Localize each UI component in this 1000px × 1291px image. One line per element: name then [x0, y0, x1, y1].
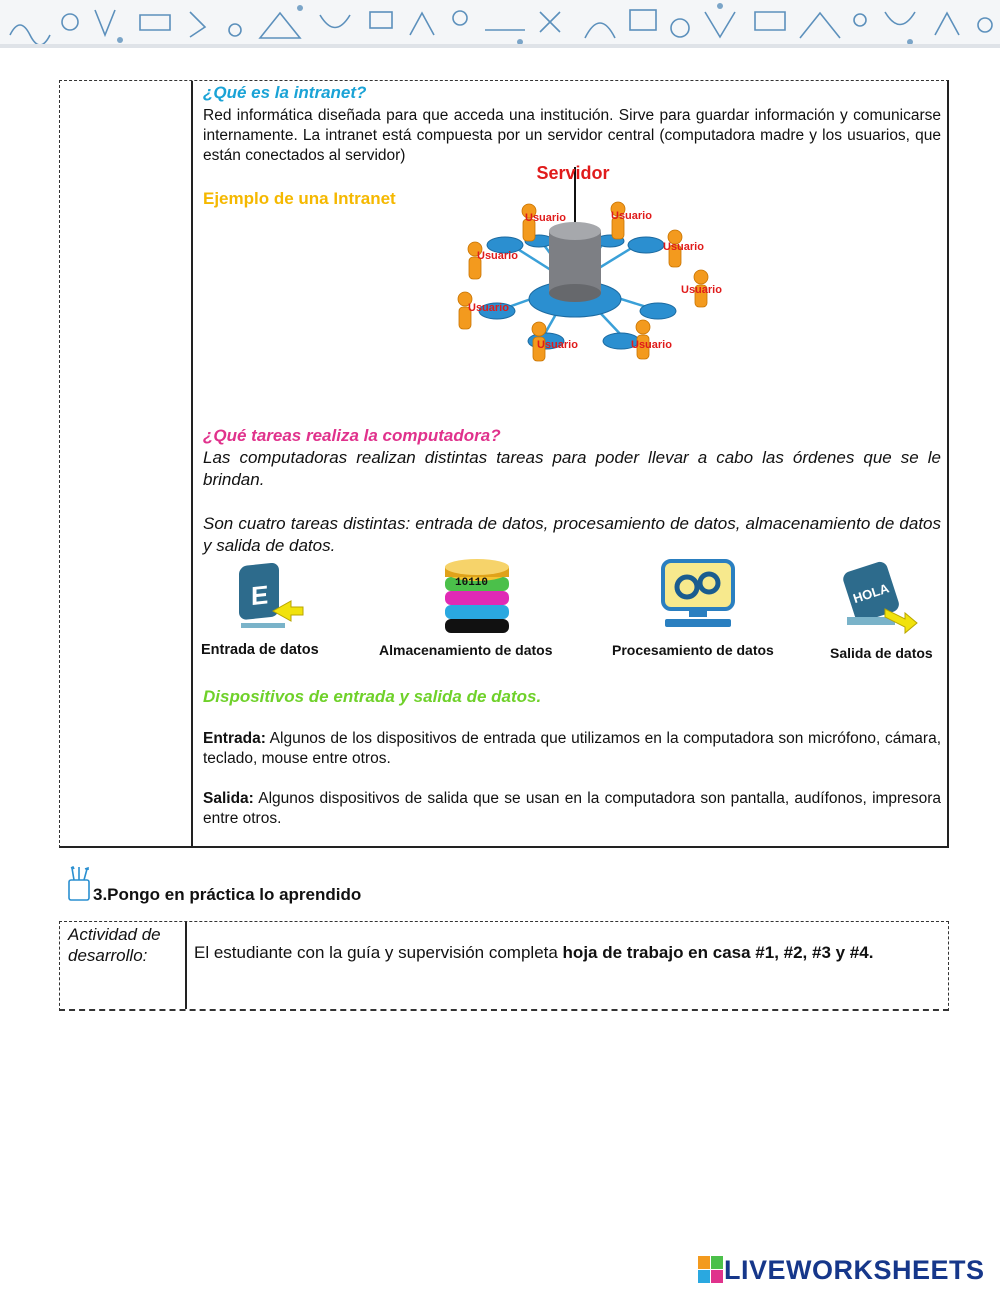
- activity-text: El estudiante con la guía y supervisión completa: [194, 943, 563, 962]
- salida-text: Algunos dispositivos de salida que se usan en la computadora son pantalla, audífonos, impresora entre otros.: [203, 790, 941, 827]
- almacenamiento-icon: [441, 557, 513, 639]
- salida-word: HOLA: [851, 580, 891, 607]
- task-label: Salida de datos: [830, 645, 933, 661]
- user-label: Usuario: [611, 210, 652, 222]
- tareas-text-1: Las computadoras realizan distintas tareas para poder llevar a cabo las órdenes que se le brindan.: [203, 448, 941, 489]
- user-label: Usuario: [525, 212, 566, 224]
- content-table: [59, 80, 949, 848]
- section-title: 3.Pongo en práctica lo aprendido: [93, 885, 362, 904]
- tareas-heading: ¿Qué tareas realiza la computadora?: [203, 426, 501, 445]
- doodle-pattern: [0, 0, 1000, 48]
- procesamiento-icon: [659, 557, 737, 637]
- intranet-diagram: [443, 159, 723, 389]
- entrada-letter: E: [251, 579, 269, 612]
- salida-paragraph: [203, 789, 941, 829]
- activity-label: Actividad de desarrollo:: [60, 922, 187, 1009]
- salida-label: Salida:: [203, 790, 254, 807]
- header-banner: [0, 0, 1000, 48]
- tareas-text-2: Son cuatro tareas distintas: entrada de datos, procesamiento de datos, almacenamiento de datos y salida de datos.: [203, 514, 941, 555]
- task-label: Almacenamiento de datos: [379, 642, 553, 658]
- activity-bold-text: hoja de trabajo en casa #1, #2, #3 y #4.: [562, 943, 874, 962]
- entrada-text: Algunos de los dispositivos de entrada que utilizamos en la computadora son micrófono, cámara, teclado, mouse entre otros.: [203, 730, 941, 767]
- server-label: Servidor: [536, 163, 610, 183]
- dispositivos-heading: Dispositivos de entrada y salida de datos.: [203, 687, 542, 706]
- logo-text: LIVEWORKSHEETS: [724, 1254, 985, 1285]
- task-label: Procesamiento de datos: [612, 642, 774, 658]
- network-illustration: [443, 159, 723, 389]
- user-label: Usuario: [631, 339, 672, 351]
- intranet-heading: ¿Qué es la intranet?: [203, 83, 367, 102]
- activity-table: [59, 921, 949, 1011]
- user-label: Usuario: [468, 302, 509, 314]
- intranet-example-heading: Ejemplo de una Intranet: [203, 189, 396, 208]
- entrada-paragraph: [203, 729, 941, 769]
- pencil-cup-icon: [66, 866, 94, 902]
- table-left-column: [60, 81, 193, 846]
- user-label: Usuario: [681, 284, 722, 296]
- entrada-icon: [233, 563, 305, 635]
- activity-description: [194, 942, 940, 964]
- user-label: Usuario: [477, 250, 518, 262]
- task-label: Entrada de datos: [201, 642, 319, 658]
- logo-badge-icon: [698, 1256, 724, 1284]
- user-label: Usuario: [663, 241, 704, 253]
- storage-code: 10110: [455, 577, 489, 589]
- entrada-label: Entrada:: [203, 730, 266, 747]
- liveworksheets-logo: [698, 1255, 985, 1285]
- intranet-text: Red informática diseñada para que acceda una institución. Sirve para guardar información y comunicarse internamente. La intranet está compuesta por un servidor central (computadora madre y los usuarios, que están conectados al servidor): [203, 107, 941, 164]
- user-label: Usuario: [537, 339, 578, 351]
- salida-icon: [839, 557, 923, 635]
